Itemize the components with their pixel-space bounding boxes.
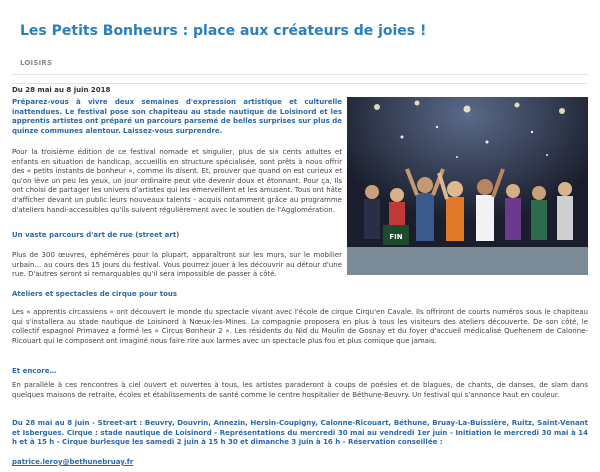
event-dates: Du 28 mai au 8 juin 2018 — [12, 86, 111, 94]
article-paragraph: Pour la troisième édition de ce festival nomade et singulier, plus de six cents adultes et enfants en situation de handicap, accueillis en structure spécialisée, sont prêts à nous offrir des « petits instants de bonheur », comme ils disent. Et, prouver que quand on est curieux et qu'on lève un peu les yeux, un jour ordinaire peut vite devenir doux et étonnant. Pour ça, Ils ont choisi de partager les univers d'artistes qui les émerveillent et les amusent. Tous ont hâte d'afficher devant un public leurs nouveaux talents - acquis notamment grâce au programme d'ateliers handi-accessibles qu'ils suivent régulièrement avec le soutien de l'Agglomération. — [12, 148, 342, 214]
section-heading: Un vaste parcours d'art de rue (street art) — [12, 231, 180, 239]
article-title: Les Petits Bonheurs : place aux créateurs de joies ! — [20, 23, 427, 39]
section-heading: Ateliers et spectacles de cirque pour tous — [12, 290, 178, 298]
article-paragraph: Plus de 300 œuvres, éphémères pour la plupart, apparaîtront sur les murs, sur le mobilier urbain… au cours des 15 jours du festival. Vous pourrez jouer à les découvrir au détour d'une rue. D'autres seront si remarquables qu'il sera impossible de passer à côté. — [12, 251, 342, 279]
category-label: LOISIRS — [20, 59, 53, 67]
photo-sign-text: FIN — [389, 233, 403, 241]
divider — [12, 74, 588, 75]
article-intro: Préparez-vous à vivre deux semaines d'expression artistique et culturelle inattendues. Le festival pose son chapiteau au stade nautique de Loisinord et les apprentis artistes ont préparé un parcours parsemé de belles surprises sur plus de quinze communes alentour. Laissez-vous surprendre. — [12, 98, 342, 135]
article-paragraph: Les « apprentis circassiens » ont découvert le monde du spectacle vivant avec l'école de cirque Cirqu'en Cavale. Ils offriront de courts numéros sous le chapiteau qui s'installera au stade nautique de Loisinord à Nœux-les-Mines. La compagnie proposera en plus à tous les visiteurs des ateliers découverte. De son côté, le collectif espagnol Primavez a formé les « Circus Bonheur 2 ». Les résidents du Nid du Moulin de Gosnay et du foyer d'accueil médicalisé Quehenem de Calonne-Ricouart qui le composent ont imaginé nous faire rire aux larmes avec un spectacle plus fou et plus comique que jamais. — [12, 308, 588, 345]
festival-photo — [347, 97, 588, 275]
contact-email-link[interactable]: patrice.leroy@bethunebruay.fr — [12, 458, 134, 466]
article-paragraph: En parallèle à ces rencontres à ciel ouvert et ouvertes à tous, les artistes paraderont à coups de poésies et de blagues, de chants, de danses, de slam dans quelques maisons de retraite, écoles et établissements de santé comme le centre hospitalier de Béthune-Beuvry. Un festival qui s'annonce haut en couleur. — [12, 381, 588, 399]
section-heading: Et encore… — [12, 367, 57, 375]
divider — [12, 83, 588, 84]
event-practical-info: Du 28 mai au 8 juin - Street-art : Beuvry, Douvrin, Annezin, Hersin-Coupigny, Calonne-Ricouart, Béthune, Bruay-La-Buissière, Ruitz, Saint-Venant et Isbergues. Cirque : stade nautique de Loisinord - Représentations du mercredi 30 mai au vendredi 1er juin - Initiation le mercredi 30 mai à 14 h et à 15 h - Cirque burlesque les samedi 2 juin à 15 h 30 et dimanche 3 juin à 16 h - Réservation conseillée : — [12, 419, 588, 447]
